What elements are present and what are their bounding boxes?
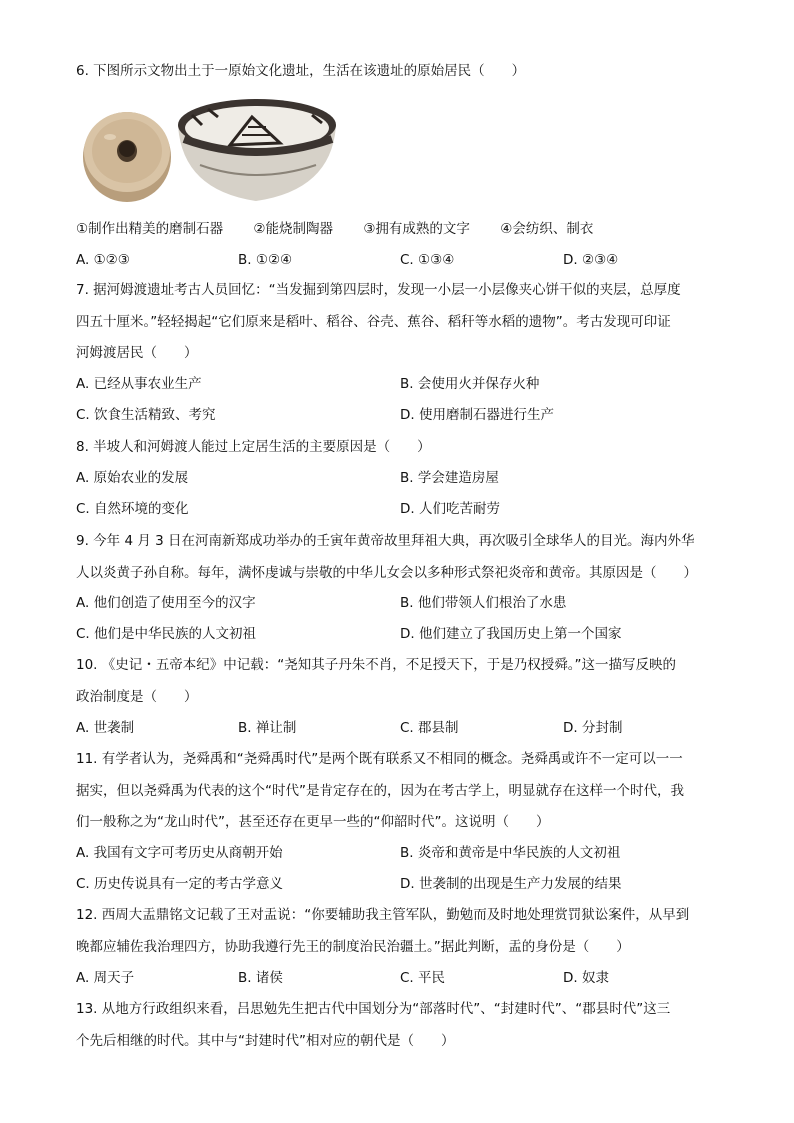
question-9-line-1: 9. 今年 4 月 3 日在河南新郑成功举办的壬寅年黄帝故里拜祖大典，再次吸引全球华人的目光。海内外华 [76,533,695,549]
question-8 [76,432,726,464]
option-c[interactable]: C. 他们是中华民族的人文初祖 [76,626,257,642]
option-b[interactable]: B. 禅让制 [238,720,297,736]
question-6-stem: 6. 下图所示文物出土于一原始文化遗址，生活在该遗址的原始居民（ ） [76,63,526,79]
option-d[interactable]: D. 人们吃苦耐劳 [400,501,500,517]
option-a[interactable]: A. 世袭制 [76,720,135,736]
question-12-options [76,963,726,994]
option-b[interactable]: B. 会使用火并保存火种 [400,376,540,392]
option-d[interactable]: D. 他们建立了我国历史上第一个国家 [400,626,622,642]
option-d[interactable]: D. 奴隶 [563,970,609,986]
question-13-line-1: 13. 从地方行政组织来看，吕思勉先生把古代中国划分为“部落时代”、“封建时代”、“郡县时代”这三 [76,1001,671,1017]
option-d[interactable]: D. 使用磨制石器进行生产 [400,407,554,423]
question-6 [76,56,726,88]
question-11-options-row-1 [76,838,726,869]
question-7-line-3: 河姆渡居民（ ） [76,345,198,361]
question-8-options-row-2 [76,494,726,525]
option-c[interactable]: C. 郡县制 [400,720,459,736]
spindle-whorl-icon [83,112,171,202]
option-a[interactable]: A. 已经从事农业生产 [76,376,202,392]
option-b[interactable]: B. 诸侯 [238,970,283,986]
option-a[interactable]: A. 我国有文字可考历史从商朝开始 [76,845,283,861]
option-d[interactable]: D. 分封制 [563,720,623,736]
question-10-line-2: 政治制度是（ ） [76,688,198,705]
question-11-line-3: 们一般称之为“龙山时代”，甚至还存在更早一些的“仰韶时代”。这说明（ ） [76,814,550,830]
question-9-options-row-2 [76,619,726,650]
question-6-options [76,245,726,276]
option-c[interactable]: C. 平民 [400,970,446,986]
question-7-line-2: 四五十厘米。”轻轻揭起“它们原来是稻叶、稻谷、谷壳、蕉谷、稻秆等水稻的遗物”。考古发现可印证 [76,313,671,330]
question-8-stem: 8. 半坡人和河姆渡人能过上定居生活的主要原因是（ ） [76,439,431,455]
question-9-options-row-1 [76,588,726,619]
question-10-options [76,713,726,744]
option-a[interactable]: A. 原始农业的发展 [76,470,189,486]
question-8-options-row-1 [76,463,726,494]
question-10 [76,650,726,713]
question-11-options-row-2 [76,869,726,900]
option-c[interactable]: C. ①③④ [400,252,455,268]
question-11-line-1: 11. 有学者认为，尧舜禹和“尧舜禹时代”是两个既有联系又不相同的概念。尧舜禹或许不一定可以一一 [76,751,683,767]
question-7-line-1: 7. 据河姆渡遗址考古人员回忆：“当发掘到第四层时，发现一小层一小层像夹心饼干似的夹层，总厚度 [76,282,681,298]
statement-4: ④会纺织、制衣 [500,221,594,237]
question-11-line-2: 据实，但以尧舜禹为代表的这个“时代”是肯定存在的，因为在考古学上，明显就存在这样一个时代，我 [76,782,684,799]
option-c[interactable]: C. 饮食生活精致、考究 [76,407,216,423]
question-7-options-row-2 [76,400,726,431]
option-b[interactable]: B. 学会建造房屋 [400,470,499,486]
question-12-line-2: 晚都应辅佐我治理四方，协助我遵行先王的制度治民治疆土。”据此判断，盂的身份是（ ） [76,938,630,955]
question-7-options-row-1 [76,369,726,400]
option-b[interactable]: B. 他们带领人们根治了水患 [400,595,567,611]
option-a[interactable]: A. 他们创造了使用至今的汉字 [76,595,256,611]
option-a[interactable]: A. ①②③ [76,252,130,268]
question-10-line-1: 10. 《史记・五帝本纪》中记载：“尧知其子丹朱不肖，不足授天下，于是乃权授舜。”这一描写反映的 [76,657,676,673]
question-12-line-1: 12. 西周大盂鼎铭文记载了王对盂说：“你要辅助我主管军队，勤勉而及时地处理赏罚狱讼案件，从早到 [76,907,690,923]
option-d[interactable]: D. 世袭制的出现是生产力发展的结果 [400,876,622,892]
question-6-statements [76,214,619,245]
question-9-line-2: 人以炎黄子孙自称。每年，满怀虔诚与崇敬的中华儿女会以多种形式祭祀炎帝和黄帝。其原因是（ ） [76,564,697,581]
question-7 [76,275,726,370]
option-c[interactable]: C. 自然环境的变化 [76,501,189,517]
question-13 [76,994,726,1057]
option-b[interactable]: B. ①②④ [238,252,293,268]
painted-pottery-bowl-icon [178,99,336,201]
option-a[interactable]: A. 周天子 [76,970,135,986]
question-12 [76,900,726,963]
question-9 [76,526,726,589]
question-13-line-2: 个先后相继的时代。其中与“封建时代”相对应的朝代是（ ） [76,1032,455,1049]
artifact-figure [80,95,340,205]
option-b[interactable]: B. 炎帝和黄帝是中华民族的人文初祖 [400,845,621,861]
option-d[interactable]: D. ②③④ [563,252,619,268]
statement-1: ①制作出精美的磨制石器 [76,221,224,237]
artifact-illustration [80,95,340,205]
statement-3: ③拥有成熟的文字 [363,221,470,237]
question-11 [76,744,726,839]
option-c[interactable]: C. 历史传说具有一定的考古学意义 [76,876,284,892]
statement-2: ②能烧制陶器 [253,221,334,237]
